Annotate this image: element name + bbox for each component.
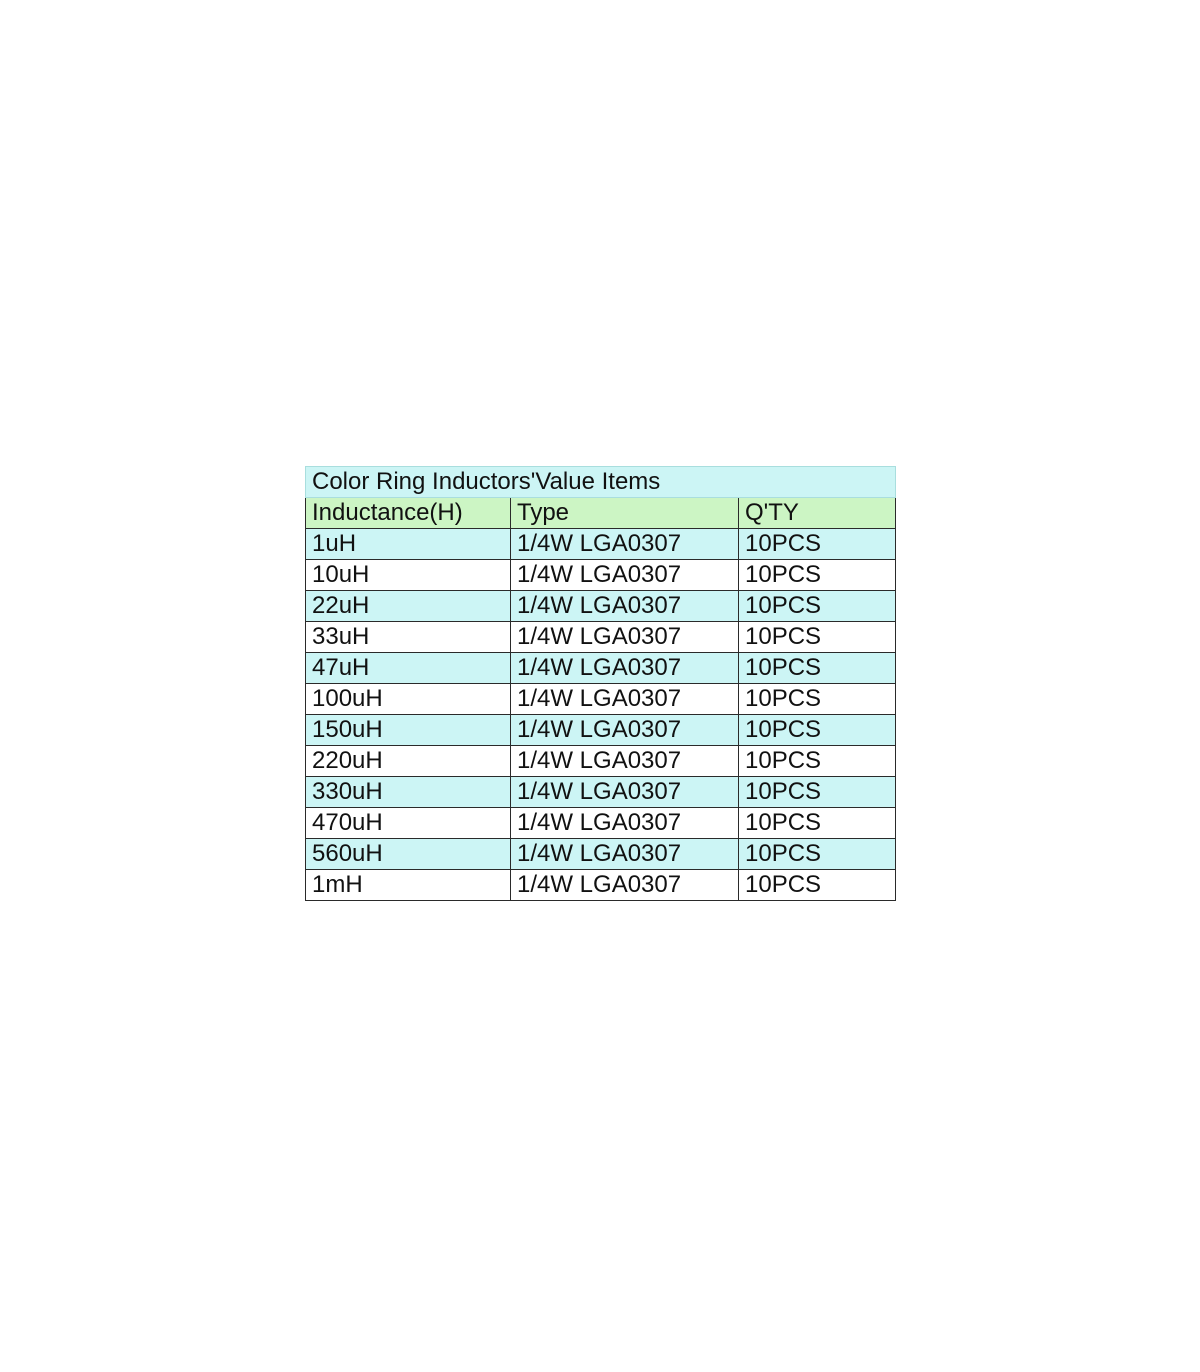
type-cell: 1/4W LGA0307: [511, 808, 739, 839]
qty-cell: 10PCS: [739, 622, 896, 653]
type-cell: 1/4W LGA0307: [511, 746, 739, 777]
type-cell: 1/4W LGA0307: [511, 653, 739, 684]
type-cell: 1/4W LGA0307: [511, 591, 739, 622]
qty-cell: 10PCS: [739, 653, 896, 684]
table-row: [306, 715, 896, 746]
table-row: [306, 839, 896, 870]
table-header-row: [306, 498, 896, 529]
column-header-qty: Q'TY: [739, 498, 896, 529]
qty-cell: 10PCS: [739, 808, 896, 839]
table-row: [306, 684, 896, 715]
table-row: [306, 777, 896, 808]
qty-cell: 10PCS: [739, 591, 896, 622]
inductance-cell: 220uH: [306, 746, 511, 777]
table-row: [306, 870, 896, 901]
inductance-cell: 470uH: [306, 808, 511, 839]
inductance-cell: 560uH: [306, 839, 511, 870]
table-body: [306, 529, 896, 901]
qty-cell: 10PCS: [739, 684, 896, 715]
inductance-cell: 47uH: [306, 653, 511, 684]
qty-cell: 10PCS: [739, 529, 896, 560]
table-row: [306, 622, 896, 653]
table-row: [306, 746, 896, 777]
inductance-cell: 1mH: [306, 870, 511, 901]
table-row: [306, 653, 896, 684]
type-cell: 1/4W LGA0307: [511, 560, 739, 591]
inductance-cell: 22uH: [306, 591, 511, 622]
inductance-cell: 150uH: [306, 715, 511, 746]
column-header-inductance: Inductance(H): [306, 498, 511, 529]
table-row: [306, 529, 896, 560]
table-row: [306, 591, 896, 622]
table-row: [306, 560, 896, 591]
inductance-cell: 10uH: [306, 560, 511, 591]
type-cell: 1/4W LGA0307: [511, 715, 739, 746]
type-cell: 1/4W LGA0307: [511, 777, 739, 808]
type-cell: 1/4W LGA0307: [511, 622, 739, 653]
type-cell: 1/4W LGA0307: [511, 684, 739, 715]
column-header-type: Type: [511, 498, 739, 529]
inductance-cell: 1uH: [306, 529, 511, 560]
inductance-cell: 33uH: [306, 622, 511, 653]
inductance-cell: 100uH: [306, 684, 511, 715]
qty-cell: 10PCS: [739, 746, 896, 777]
type-cell: 1/4W LGA0307: [511, 839, 739, 870]
inductor-value-table: [305, 466, 896, 901]
table-title-row: [306, 467, 896, 498]
inductance-cell: 330uH: [306, 777, 511, 808]
type-cell: 1/4W LGA0307: [511, 529, 739, 560]
table-row: [306, 808, 896, 839]
table-title: Color Ring Inductors'Value Items: [306, 467, 896, 498]
qty-cell: 10PCS: [739, 777, 896, 808]
qty-cell: 10PCS: [739, 560, 896, 591]
qty-cell: 10PCS: [739, 839, 896, 870]
qty-cell: 10PCS: [739, 870, 896, 901]
type-cell: 1/4W LGA0307: [511, 870, 739, 901]
qty-cell: 10PCS: [739, 715, 896, 746]
